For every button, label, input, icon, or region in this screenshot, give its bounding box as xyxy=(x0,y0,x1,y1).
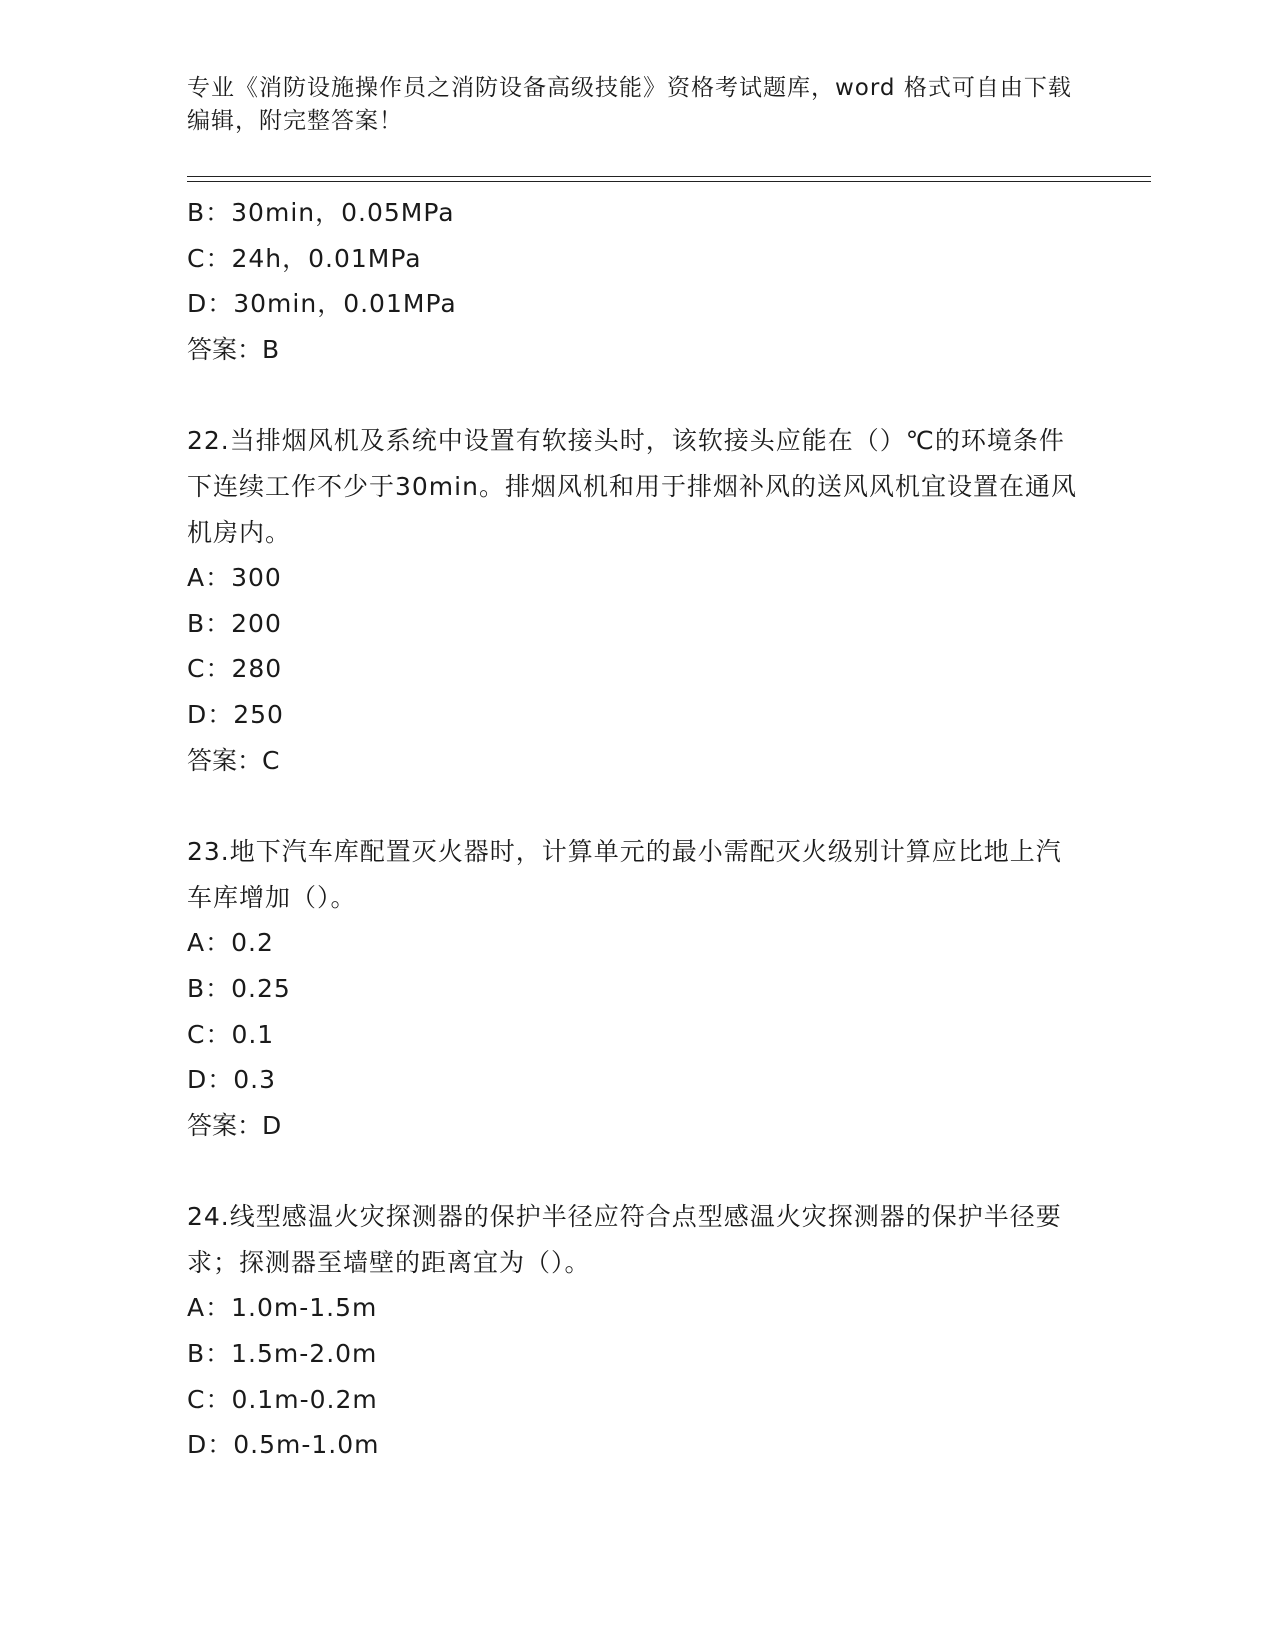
option-a: A：1.0m-1.5m xyxy=(187,1293,378,1323)
question-23 xyxy=(187,829,1087,1148)
option-c: C：24h，0.01MPa xyxy=(187,243,422,273)
option-b: B：1.5m-2.0m xyxy=(187,1339,378,1369)
option-b: B：200 xyxy=(187,608,282,638)
option-a: A：0.2 xyxy=(187,928,274,958)
document-header: 专业《消防设施操作员之消防设备高级技能》资格考试题库，word 格式可自由下载编辑，附完整答案！ xyxy=(187,75,1072,134)
option-d: D：250 xyxy=(187,699,284,729)
question-stem: 23.地下汽车库配置灭火器时，计算单元的最小需配灭火级别计算应比地上汽车库增加（）。 xyxy=(187,837,1062,912)
option-d: D：0.3 xyxy=(187,1065,277,1095)
header-rule-top xyxy=(187,176,1151,177)
question-stem: 22.当排烟风机及系统中设置有软接头时，该软接头应能在（）℃的环境条件下连续工作不少于30min。排烟风机和用于排烟补风的送风风机宜设置在通风机房内。 xyxy=(187,426,1077,547)
option-c: C：0.1 xyxy=(187,1019,275,1049)
option-d: D：0.5m-1.0m xyxy=(187,1430,380,1460)
option-d: D：30min，0.01MPa xyxy=(187,289,457,319)
option-b: B：0.25 xyxy=(187,973,291,1003)
answer-line: 答案：D xyxy=(187,1110,282,1140)
question-24 xyxy=(187,1194,1087,1468)
option-a: A：300 xyxy=(187,563,282,593)
question-list xyxy=(187,190,1087,1468)
answer-line: 答案：C xyxy=(187,745,280,775)
header-rule-bottom xyxy=(187,181,1151,182)
question-stem: 24.线型感温火灾探测器的保护半径应符合点型感温火灾探测器的保护半径要求；探测器至墙壁的距离宜为（）。 xyxy=(187,1202,1062,1277)
answer-line: 答案：B xyxy=(187,334,280,364)
previous-question-tail xyxy=(187,190,1087,372)
option-c: C：0.1m-0.2m xyxy=(187,1384,378,1414)
question-22 xyxy=(187,418,1087,783)
option-c: C：280 xyxy=(187,654,283,684)
option-b: B：30min，0.05MPa xyxy=(187,198,455,227)
